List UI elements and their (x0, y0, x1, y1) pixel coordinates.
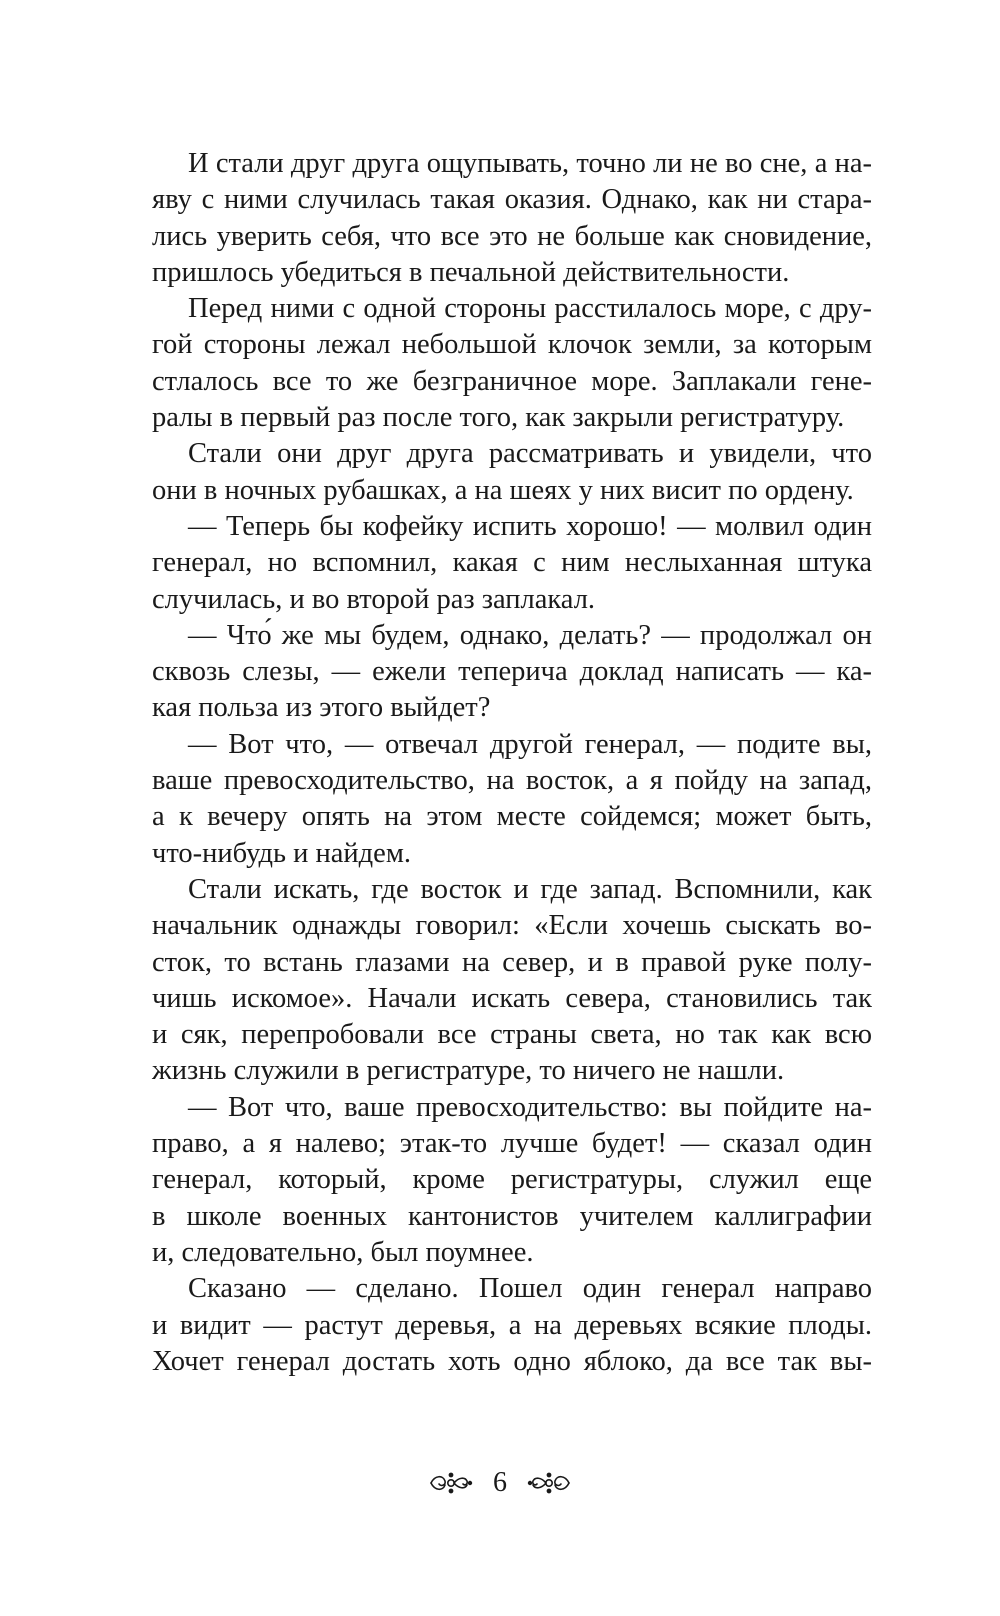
text-line: случилась, и во второй раз заплакал. (152, 583, 596, 615)
page-number: 6 (493, 1467, 507, 1498)
text-line: И стали друг друга ощупывать, точно ли не во сне, а на- (188, 148, 872, 179)
text-line: право, а я налево; этак-то лучше будет! — сказал один (152, 1128, 872, 1160)
text-line: сквозь слезы, — ежели теперича доклад написать — ка- (152, 656, 872, 688)
text-line: и сяк, перепробовали все страны света, но так как всю (152, 1019, 872, 1051)
paragraph (152, 727, 872, 872)
flourish-ornament-icon (427, 1470, 473, 1496)
text-line: лись уверить себя, что все это не больше как сновидение, (152, 220, 872, 252)
text-line: кая польза из этого выйдет? (152, 692, 491, 724)
text-line: чишь искомое». Начали искать севера, становились так (152, 982, 872, 1014)
text-line: генерал, но вспомнил, какая с ним неслыханная штука (152, 547, 872, 579)
paragraph (152, 291, 872, 436)
flourish-ornament-icon (527, 1470, 573, 1496)
text-line: Сказано — сделано. Пошел один генерал направо (188, 1273, 872, 1305)
text-line: в школе военных кантонистов учителем каллиграфии (152, 1200, 872, 1232)
paragraph (152, 146, 872, 291)
paragraph (152, 509, 872, 618)
text-line: Хочет генерал достать хоть одно яблоко, да все так вы- (152, 1345, 872, 1377)
text-line: пришлось убедиться в печальной действительности. (152, 256, 790, 288)
text-line: сток, то встань глазами на север, и в правой руке полу- (152, 946, 872, 978)
paragraph (152, 436, 872, 509)
text-line: ралы в первый раз после того, как закрыли регистратуру. (152, 402, 845, 434)
text-line: — Вот что, ваше превосходительство: вы пойдите на- (188, 1091, 872, 1123)
text-line: — Что́ же мы будем, однако, делать? — продолжал он (188, 619, 872, 651)
text-line: ваше превосходительство, на восток, а я пойду на запад, (152, 765, 872, 797)
text-line: Стали искать, где восток и где запад. Вспомнили, как (188, 873, 872, 905)
paragraph (152, 618, 872, 727)
text-line: а к вечеру опять на этом месте сойдемся; может быть, (152, 801, 872, 833)
text-line: что-нибудь и найдем. (152, 837, 411, 869)
text-line: — Теперь бы кофейку испить хорошо! — молвил один (188, 510, 872, 542)
page-footer (0, 1466, 1000, 1500)
text-line: начальник однажды говорил: «Если хочешь сыскать во- (152, 910, 872, 942)
text-line: Стали они друг друга рассматривать и увидели, что (188, 438, 872, 470)
text-line: гой стороны лежал небольшой клочок земли, за которым (152, 329, 872, 361)
paragraph (152, 1090, 872, 1271)
text-line: жизнь служили в регистратуре, то ничего не нашли. (152, 1055, 785, 1087)
text-line: и, следовательно, был поумнее. (152, 1236, 534, 1268)
text-line: — Вот что, — отвечал другой генерал, — подите вы, (188, 728, 872, 760)
text-line: они в ночных рубашках, а на шеях у них висит по ордену. (152, 474, 854, 506)
text-line: стлалось все то же безграничное море. Заплакали гене- (152, 365, 872, 397)
text-line: и видит — растут деревья, а на деревьях всякие плоды. (152, 1309, 872, 1341)
text-line: Перед ними с одной стороны расстилалось море, с дру- (188, 293, 872, 325)
text-line: яву с ними случилась такая оказия. Однако, как ни стара- (152, 184, 872, 216)
paragraph (152, 1271, 872, 1380)
body-text (152, 146, 872, 1380)
paragraph (152, 872, 872, 1090)
text-line: генерал, который, кроме регистратуры, служил еще (152, 1164, 872, 1196)
